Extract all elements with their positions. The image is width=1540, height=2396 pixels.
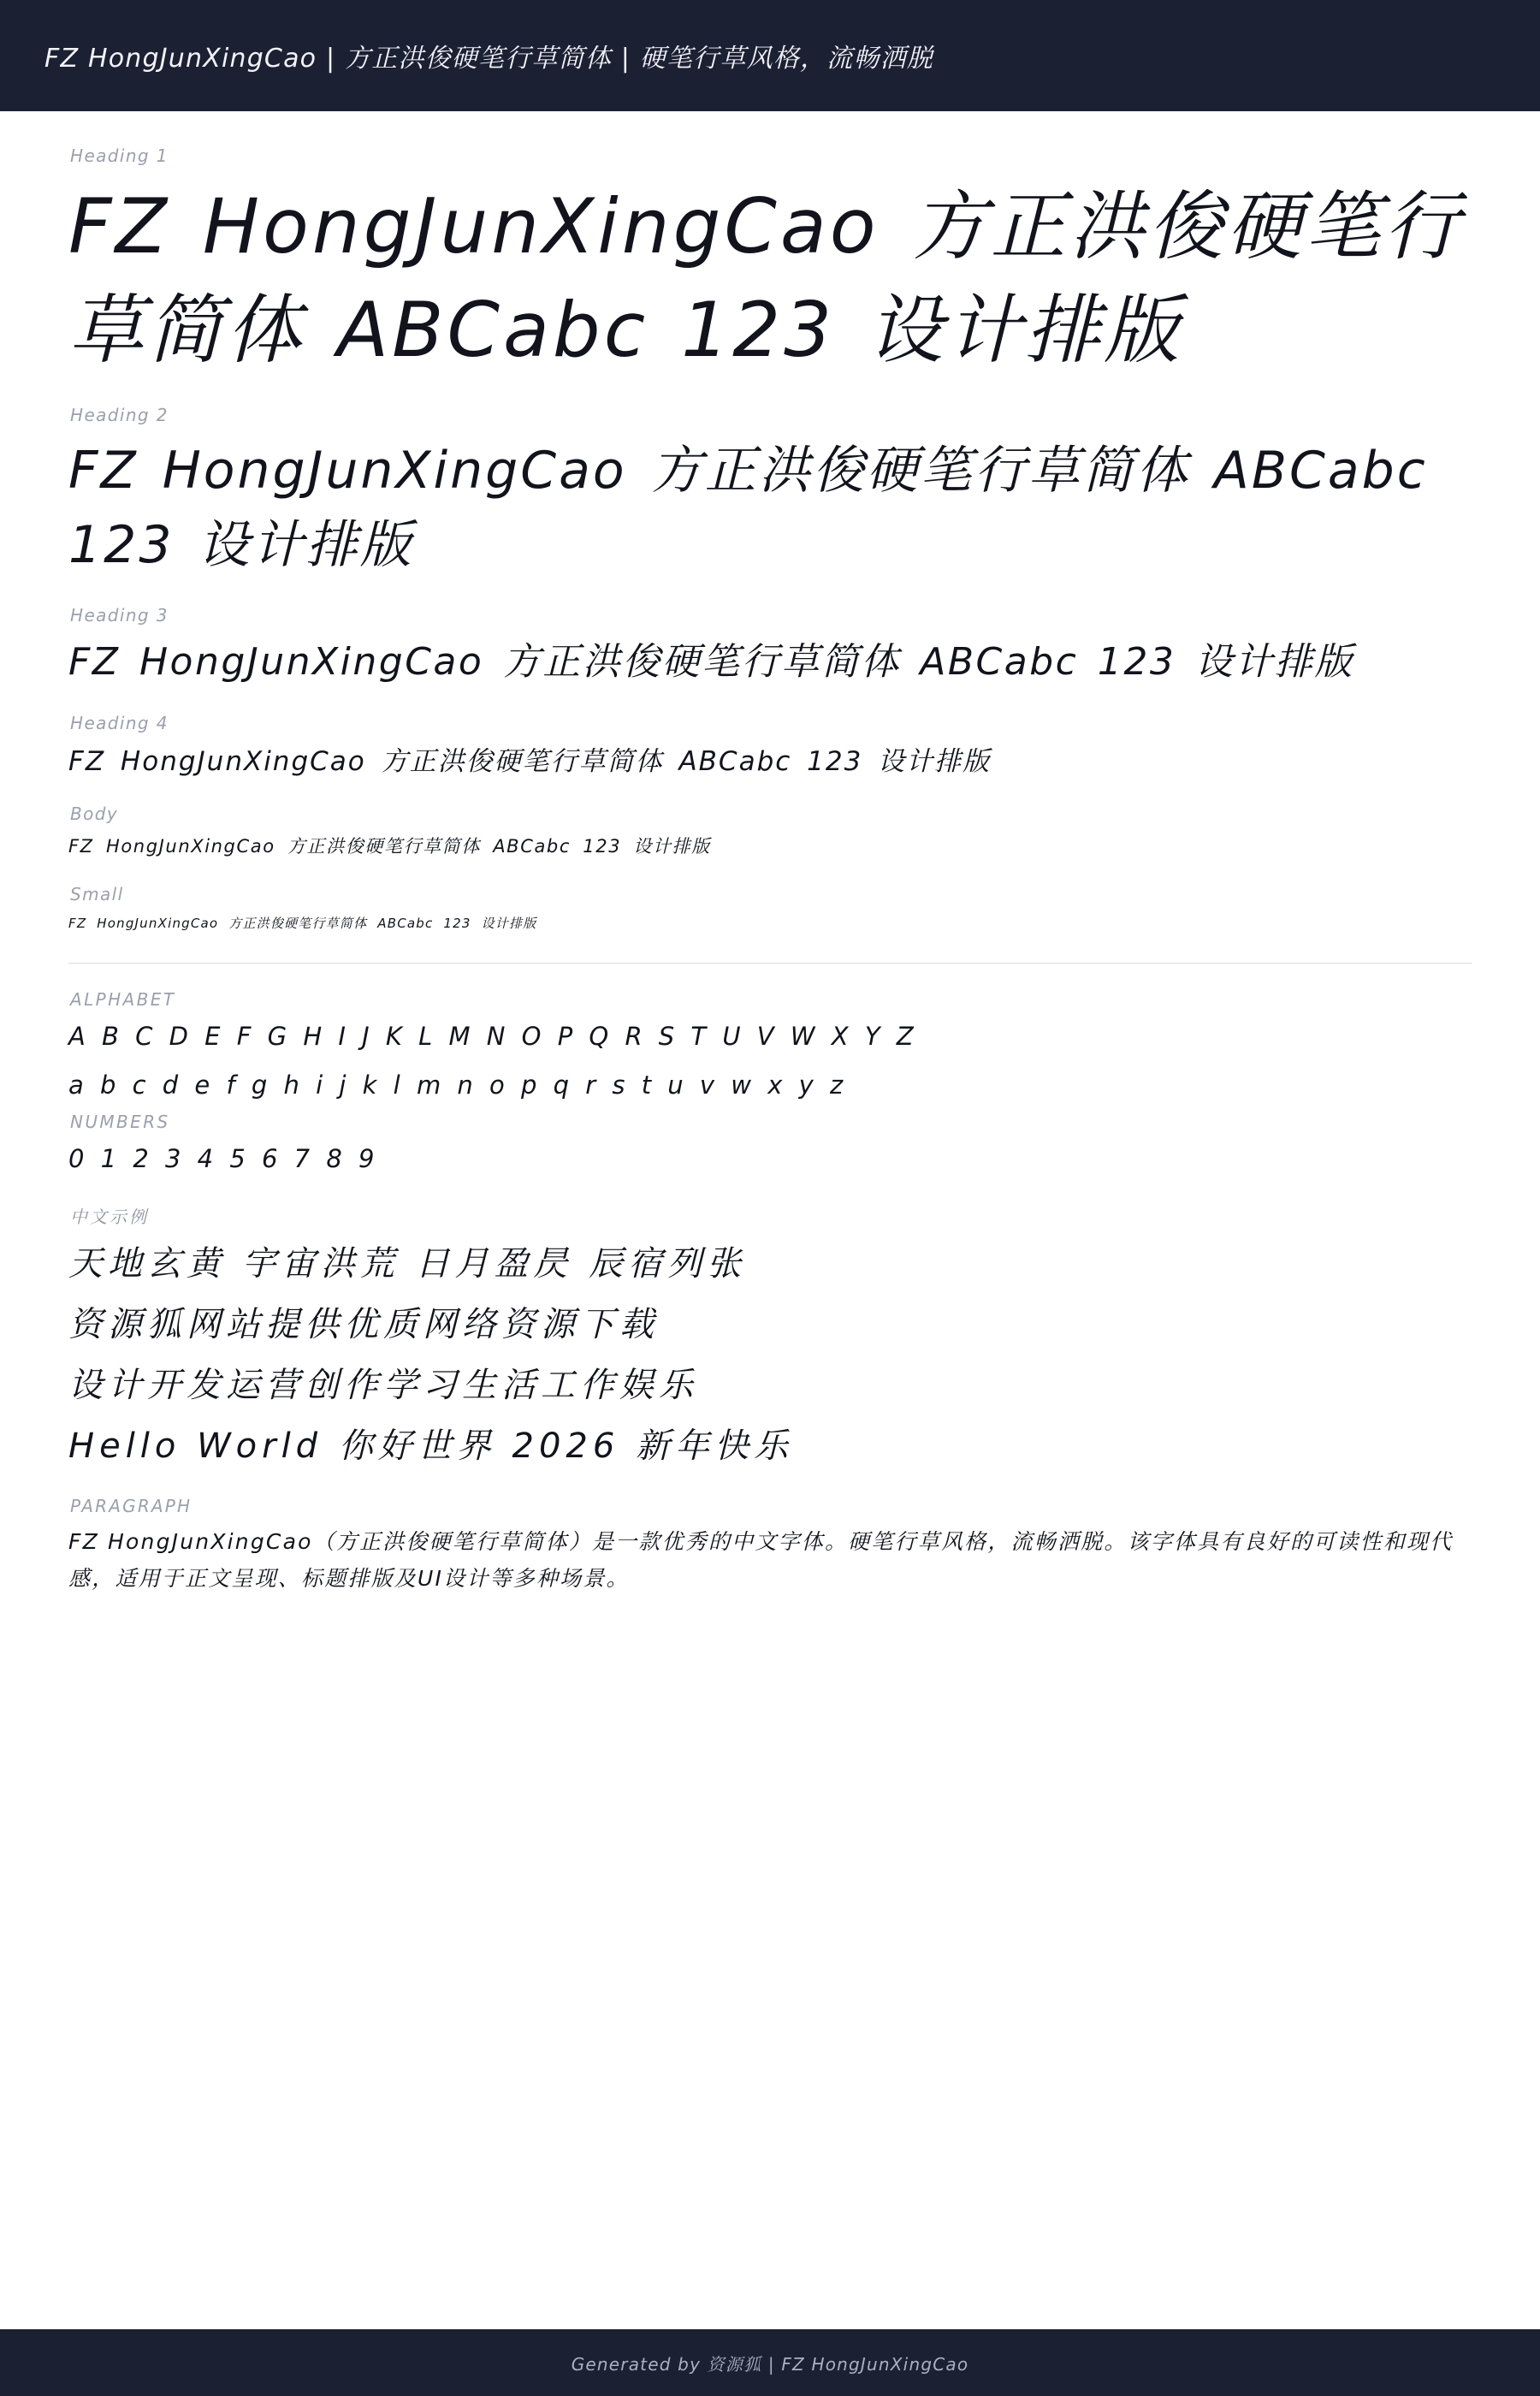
size-label-body: Body (70, 804, 119, 825)
size-sample-heading-1: FZ HongJunXingCao 方正洪俊硬笔行草简体 ABCabc 123 设计排版 (68, 182, 1463, 375)
chinese-line-1: 天地玄黄 宇宙洪荒 日月盈昃 辰宿列张 (68, 1244, 747, 1284)
footer-bar (0, 2329, 1540, 2396)
alphabet-label: ALPHABET (70, 988, 176, 1010)
chinese-section (68, 1203, 1472, 1474)
size-label-small: Small (70, 883, 124, 904)
size-block-heading-4 (68, 713, 1472, 782)
header-bar (0, 0, 1540, 111)
size-block-small (68, 884, 1472, 934)
size-sample-heading-2: FZ HongJunXingCao 方正洪俊硬笔行草简体 ABCabc 123 设计排版 (68, 440, 1428, 575)
alphabet-uppercase: A B C D E F G H I J K L M N O P Q R S T U V W X Y Z (68, 1021, 918, 1051)
size-block-heading-3 (68, 605, 1472, 691)
paragraph-text: FZ HongJunXingCao（方正洪俊硬笔行草简体）是一款优秀的中文字体。硬笔行草风格，流畅洒脱。该字体具有良好的可读性和现代感，适用于正文呈现、标题排版及UI设计等多种场景。 (68, 1529, 1454, 1592)
footer-text: Generated by 资源狐 | FZ HongJunXingCao (571, 2353, 969, 2375)
size-label-heading-4: Heading 4 (70, 712, 169, 733)
size-sample-body: FZ HongJunXingCao 方正洪俊硬笔行草简体 ABCabc 123 设计排版 (68, 836, 711, 857)
chinese-line-4: Hello World 你好世界 2026 新年快乐 (68, 1426, 794, 1466)
numbers-label: NUMBERS (70, 1112, 170, 1133)
size-label-heading-2: Heading 2 (70, 404, 169, 425)
alphabet-lowercase: a b c d e f g h i j k l m n o p q r s t u v w x y z (68, 1070, 848, 1100)
header-title: FZ HongJunXingCao | 方正洪俊硬笔行草简体 | 硬笔行草风格，流畅洒脱 (44, 44, 933, 74)
size-block-heading-1 (68, 145, 1472, 383)
alphabet-section (68, 989, 1472, 1107)
section-divider (68, 963, 1472, 964)
numbers-section (68, 1112, 1472, 1181)
specimen-page (0, 111, 1540, 1597)
chinese-label: 中文示例 (70, 1207, 149, 1228)
paragraph-section (68, 1496, 1472, 1597)
size-block-body (68, 804, 1472, 862)
size-label-heading-3: Heading 3 (70, 604, 169, 626)
size-sample-small: FZ HongJunXingCao 方正洪俊硬笔行草简体 ABCabc 123 设计排版 (68, 915, 537, 931)
size-label-heading-1: Heading 1 (70, 145, 169, 166)
numbers-row: 0 1 2 3 4 5 6 7 8 9 (68, 1144, 379, 1174)
size-block-heading-2 (68, 405, 1472, 583)
paragraph-label: PARAGRAPH (70, 1496, 192, 1517)
chinese-line-2: 资源狐网站提供优质网络资源下载 (68, 1305, 659, 1345)
size-sample-heading-3: FZ HongJunXingCao 方正洪俊硬笔行草简体 ABCabc 123 设计排版 (68, 639, 1354, 684)
chinese-line-3: 设计开发运营创作学习生活工作娱乐 (68, 1365, 698, 1405)
size-sample-heading-4: FZ HongJunXingCao 方正洪俊硬笔行草简体 ABCabc 123 设计排版 (68, 745, 992, 777)
